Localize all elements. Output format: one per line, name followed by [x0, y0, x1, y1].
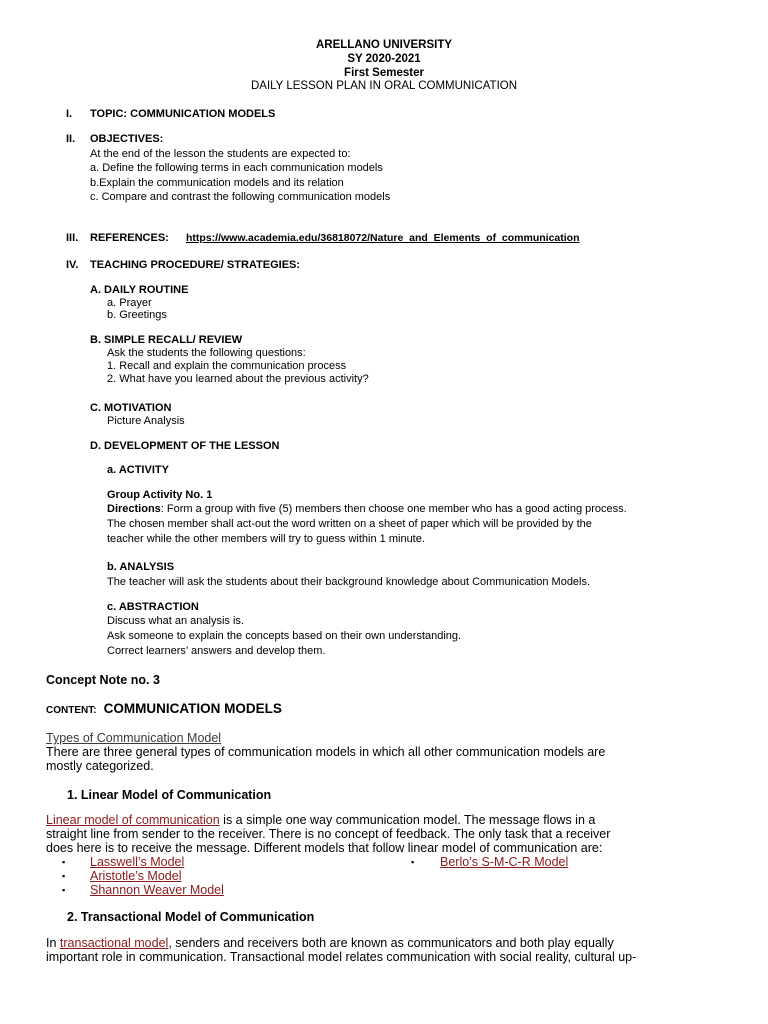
transactional-line: important role in communication. Transactional model relates communication with social reality, cultural up- — [46, 950, 637, 964]
development-title: D. DEVELOPMENT OF THE LESSON — [90, 440, 280, 452]
analysis-text: The teacher will ask the students about their background knowledge about Communication Models. — [107, 576, 591, 588]
abstraction-line: Ask someone to explain the concepts based on their own understanding. — [107, 630, 462, 642]
bullet-icon: ▪ — [62, 871, 66, 881]
content-label: CONTENT: — [46, 705, 97, 716]
bullet-icon: ▪ — [62, 885, 66, 895]
recall-line: Ask the students the following questions: — [107, 347, 306, 359]
procedure-number: IV. — [66, 259, 79, 271]
school-year: SY 2020-2021 — [347, 53, 421, 65]
semester: First Semester — [344, 67, 424, 79]
transactional-heading: 2. Transactional Model of Communication — [67, 910, 315, 924]
objectives-line: At the end of the lesson the students are expected to: — [90, 148, 351, 160]
references-number: III. — [66, 232, 79, 244]
types-line: There are three general types of communication models in which all other communication models are — [46, 745, 606, 759]
abstraction-title: c. ABSTRACTION — [107, 601, 199, 613]
directions-label: Directions — [107, 503, 161, 515]
linear-line: does here is to receive the message. Different models that follow linear model of communication are: — [46, 841, 603, 855]
reference-link[interactable]: https://www.academia.edu/36818072/Nature_and_Elements_of_communication — [186, 232, 580, 244]
analysis-title: b. ANALYSIS — [107, 561, 175, 573]
recall-line: 1. Recall and explain the communication process — [107, 360, 347, 372]
recall-title: B. SIMPLE RECALL/ REVIEW — [90, 334, 243, 346]
objectives-line: b.Explain the communication models and its relation — [90, 177, 344, 189]
procedure-label: TEACHING PROCEDURE/ STRATEGIES: — [90, 259, 301, 271]
directions-text: : Form a group with five (5) members then choose one member who has a good acting process. — [160, 503, 627, 515]
daily-routine-item: a. Prayer — [107, 297, 152, 309]
recall-line: 2. What have you learned about the previous activity? — [107, 373, 369, 385]
lasswell-model-link[interactable]: Lasswell’s Model — [90, 855, 185, 869]
objectives-line: a. Define the following terms in each communication models — [90, 162, 383, 174]
daily-routine-item: b. Greetings — [107, 309, 167, 321]
objectives-line: c. Compare and contrast the following communication models — [90, 191, 391, 203]
activity-title: a. ACTIVITY — [107, 464, 169, 476]
content-heading — [46, 701, 282, 716]
bullet-icon: ▪ — [62, 857, 66, 867]
linear-line: straight line from sender to the receiver. There is no concept of feedback. The only task that a receiver — [46, 827, 611, 841]
transactional-line-text: , senders and receivers both are known as communicators and both play equally — [168, 936, 614, 950]
linear-heading: 1. Linear Model of Communication — [67, 788, 272, 802]
university-name: ARELLANO UNIVERSITY — [315, 39, 453, 51]
linear-model-link[interactable]: Linear model of communication — [46, 813, 220, 827]
objectives-label: OBJECTIVES: — [90, 133, 164, 145]
objectives-number: II. — [66, 133, 76, 145]
transactional-model-link[interactable]: transactional model — [59, 936, 169, 950]
transactional-line — [46, 936, 614, 950]
transactional-prefix: In — [46, 936, 60, 950]
berlo-model-link[interactable]: Berlo’s S-M-C-R Model — [440, 855, 569, 869]
concept-note-title: Concept Note no. 3 — [46, 673, 160, 687]
directions-line: The chosen member shall act-out the word written on a sheet of paper which will be provided by the — [107, 518, 592, 530]
references-label: REFERENCES: — [90, 232, 169, 244]
content-title: COMMUNICATION MODELS — [103, 701, 282, 716]
daily-routine-title: A. DAILY ROUTINE — [90, 284, 189, 296]
directions-line — [107, 503, 627, 515]
motivation-text: Picture Analysis — [107, 415, 185, 427]
abstraction-line: Correct learners’ answers and develop them. — [107, 645, 326, 657]
types-heading: Types of Communication Model — [46, 731, 222, 745]
motivation-title: C. MOTIVATION — [90, 402, 172, 414]
bullet-icon: ▪ — [411, 857, 415, 867]
directions-line: teacher while the other members will try to guess within 1 minute. — [107, 533, 425, 545]
aristotle-model-link[interactable]: Aristotle’s Model — [90, 869, 182, 883]
topic-label: TOPIC: COMMUNICATION MODELS — [90, 108, 276, 120]
linear-line-text: is a simple one way communication model. The message flows in a — [219, 813, 596, 827]
linear-line — [46, 813, 595, 827]
plan-title: DAILY LESSON PLAN IN ORAL COMMUNICATION — [250, 80, 518, 92]
abstraction-line: Discuss what an analysis is. — [107, 615, 244, 627]
topic-number: I. — [66, 108, 73, 120]
shannon-weaver-model-link[interactable]: Shannon Weaver Model — [90, 883, 224, 897]
types-line: mostly categorized. — [46, 759, 154, 773]
group-activity-title: Group Activity No. 1 — [107, 489, 213, 501]
